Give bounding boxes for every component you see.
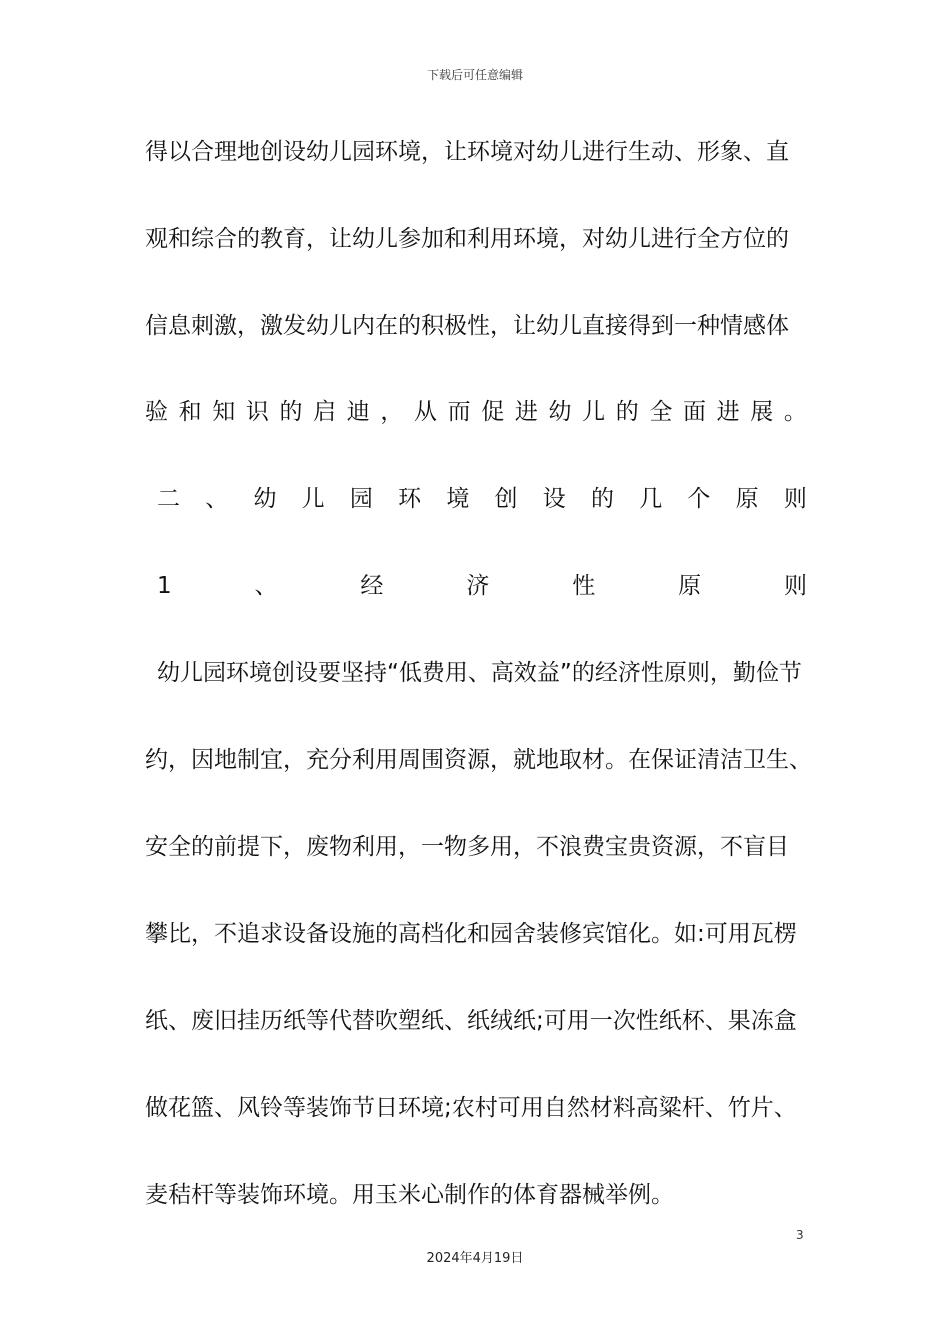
glyph: 迪 [346,399,370,425]
glyph: 几 [639,486,663,512]
glyph: ， [380,399,404,425]
glyph: 、 [254,573,278,599]
glyph: 环 [398,486,422,512]
glyph: 二 [157,486,180,512]
glyph: 则 [783,573,807,599]
glyph: 境 [446,486,470,512]
glyph: 1 [157,573,172,599]
glyph: 、 [205,486,229,512]
paragraph-line: 约，因地制宜，充分利用周围资源，就地取材。在保证清洁卫生、 [145,747,812,773]
glyph: 面 [683,399,706,425]
glyph: 知 [212,399,236,425]
glyph: 启 [313,399,337,425]
paragraph-line: 纸、废旧挂历纸等代替吹塑纸、纸绒纸;可用一次性纸杯、果冻盒 [145,1008,797,1034]
glyph: 原 [735,486,759,512]
glyph: 济 [466,573,490,599]
paragraph-line: 信息刺激，激发幼儿内在的积极性，让幼儿直接得到一种情感体 [145,313,789,339]
glyph: 个 [687,486,711,512]
glyph: 幼 [548,399,572,425]
glyph: 进 [514,399,538,425]
glyph: 设 [542,486,566,512]
glyph: 则 [783,486,807,512]
glyph: 创 [494,486,518,512]
glyph: 从 [414,399,437,425]
glyph: 的 [590,486,614,512]
glyph: 性 [572,573,596,599]
paragraph-line: 观和综合的教育，让幼儿参加和利用环境，对幼儿进行全方位的 [145,226,789,252]
glyph: 原 [678,573,702,599]
footer-date: 2024年4月19日 [426,1251,524,1266]
glyph: 展 [750,399,774,425]
paragraph-line: 得以合理地创设幼儿园环境，让环境对幼儿进行生动、形象、直 [145,139,789,165]
glyph: 经 [360,573,384,599]
subsection-heading [157,566,807,606]
paragraph-line: 幼儿园环境创设要坚持“低费用、高效益”的经济性原则，勤俭节 [157,660,802,686]
glyph: 儿 [582,399,606,425]
glyph: 儿 [301,486,325,512]
glyph: 和 [178,399,202,425]
paragraph-line: 攀比，不追求设备设施的高档化和园舍装修宾馆化。如:可用瓦楞 [145,921,797,947]
glyph: 的 [615,399,639,425]
glyph: 幼 [253,486,277,512]
paragraph-line [145,392,807,432]
paragraph-line: 麦秸杆等装饰环境。用玉米心制作的体育器械举例。 [145,1182,674,1208]
paragraph-line: 安全的前提下，废物利用，一物多用，不浪费宝贵资源，不盲目 [145,834,789,860]
glyph: 园 [349,486,373,512]
glyph: 识 [245,399,269,425]
glyph: 验 [145,399,168,425]
paragraph-line: 做花篮、风铃等装饰节日环境;农村可用自然材料高粱杆、竹片、 [145,1095,797,1121]
glyph: 。 [783,399,807,425]
glyph: 的 [279,399,303,425]
glyph: 全 [649,399,673,425]
glyph: 促 [481,399,505,425]
header-note: 下载后可任意编辑 [426,68,523,82]
glyph: 而 [447,399,471,425]
glyph: 进 [716,399,740,425]
section-heading [157,479,807,519]
page-number: 3 [796,1228,804,1242]
